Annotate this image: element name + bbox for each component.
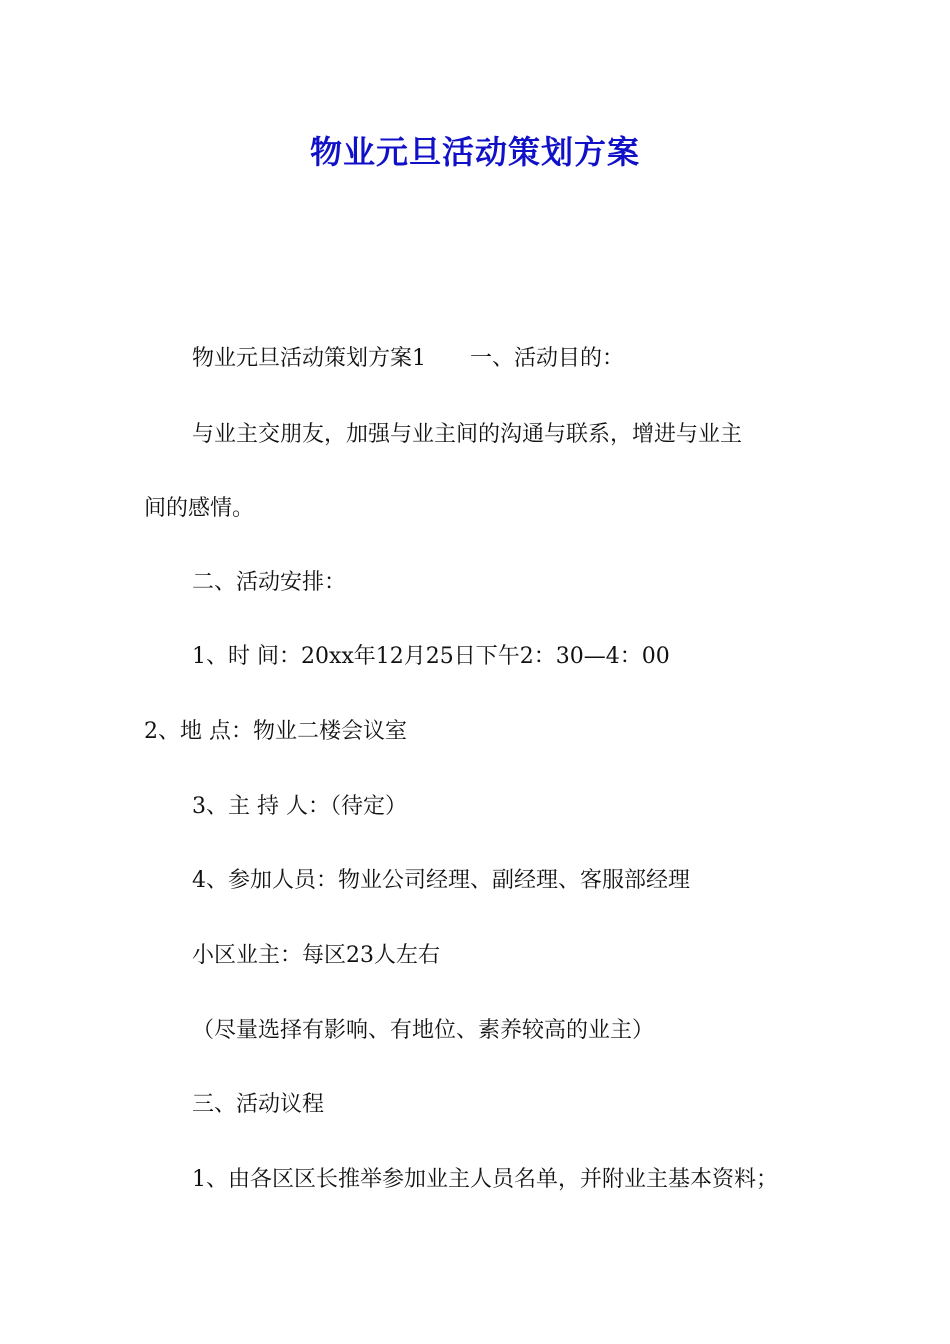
paragraph-line: 间的感情。 — [144, 496, 255, 521]
paragraph-line: 1、时 间：20xx年12月25日下午2：30—4：00 — [192, 644, 670, 669]
paragraph-line: 1、由各区区长推举参加业主人员名单，并附业主基本资料； — [192, 1167, 778, 1192]
paragraph-line: 三、活动议程 — [192, 1092, 325, 1117]
paragraph-line: 物业元旦活动策划方案1 一、活动目的： — [192, 346, 624, 371]
document-title: 物业元旦活动策划方案 — [309, 133, 640, 171]
paragraph-line: 小区业主：每区23人左右 — [192, 943, 440, 968]
paragraph-line: （尽量选择有影响、有地位、素养较高的业主） — [192, 1018, 655, 1043]
paragraph-line: 二、活动安排： — [192, 570, 347, 595]
paragraph-line: 4、参加人员：物业公司经理、副经理、客服部经理 — [192, 868, 690, 893]
paragraph-line: 2、地 点：物业二楼会议室 — [144, 719, 407, 744]
paragraph-line: 3、主 持 人：（待定） — [192, 794, 407, 819]
paragraph-line: 与业主交朋友，加强与业主间的沟通与联系，增进与业主 — [192, 422, 743, 447]
